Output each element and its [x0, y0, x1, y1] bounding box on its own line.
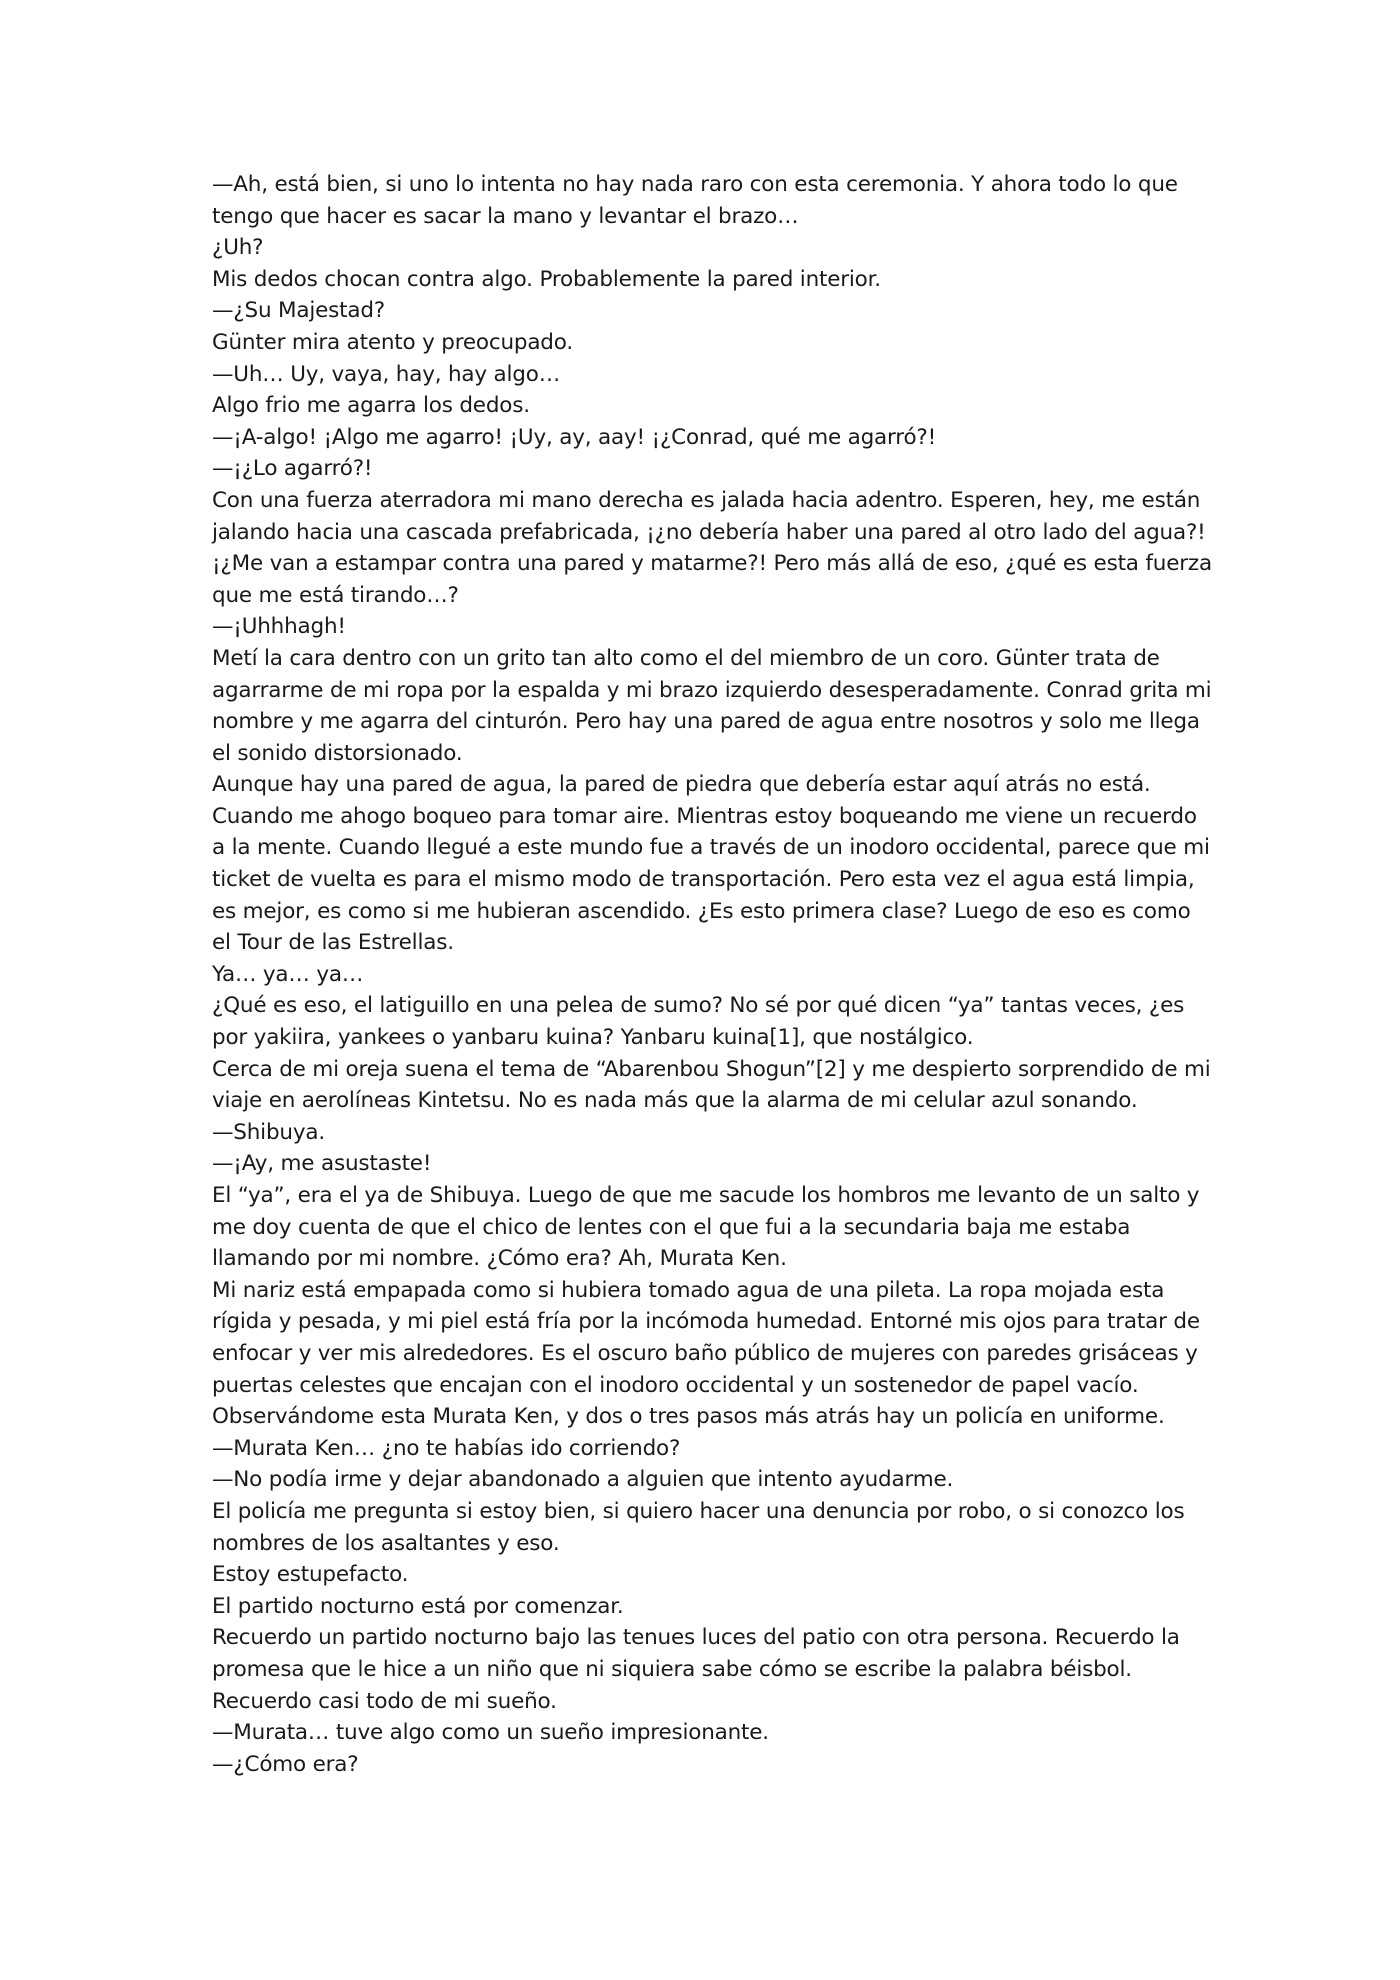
paragraph: Mis dedos chocan contra algo. Probablemente la pared interior.: [212, 266, 881, 292]
paragraph: —¡A-algo! ¡Algo me agarro! ¡Uy, ay, aay! ¡¿Conrad, qué me agarró?!: [212, 424, 937, 450]
paragraph: —No podía irme y dejar abandonado a alguien que intento ayudarme.: [212, 1467, 954, 1493]
paragraph: Algo frio me agarra los dedos.: [212, 393, 530, 419]
paragraph: El policía me pregunta si estoy bien, si quiero hacer una denuncia por robo, o si conozco los nombres de los asaltantes y eso.: [212, 1498, 1185, 1556]
paragraph: —¿Cómo era?: [212, 1751, 359, 1777]
paragraph: —¡Ay, me asustaste!: [212, 1151, 432, 1177]
paragraph: Estoy estupefacto.: [212, 1562, 409, 1588]
paragraph: El “ya”, era el ya de Shibuya. Luego de que me sacude los hombros me levanto de un salto y me doy cuenta de que el chico de lentes con el que fui a la secundaria baja me estaba llamando por mi nombre. ¿Cómo era? Ah, Murata Ken.: [212, 1183, 1200, 1272]
paragraph: —Shibuya.: [212, 1119, 325, 1145]
paragraph: Günter mira atento y preocupado.: [212, 329, 573, 355]
paragraph: —¡¿Lo agarró?!: [212, 456, 373, 482]
paragraph: —Uh… Uy, vaya, hay, hay algo…: [212, 361, 560, 387]
body-text: [212, 169, 1212, 1780]
paragraph: Mi nariz está empapada como si hubiera tomado agua de una pileta. La ropa mojada esta rígida y pesada, y mi piel está fría por la incómoda humedad. Entorné mis ojos para tratar de enfocar y ver mis alrededores. Es el oscuro baño público de mujeres con paredes grisáceas y puertas celestes que encajan con el inodoro occidental y un sostenedor de papel vacío. Observándome esta Murata Ken, y dos o tres pasos más atrás hay un policía en uniforme.: [212, 1277, 1200, 1430]
paragraph: Recuerdo un partido nocturno bajo las tenues luces del patio con otra persona. Recuerdo la promesa que le hice a un niño que ni siquiera sabe cómo se escribe la palabra béisbol. Recuerdo casi todo de mi sueño.: [212, 1625, 1180, 1714]
paragraph: Con una fuerza aterradora mi mano derecha es jalada hacia adentro. Esperen, hey, me están jalando hacia una cascada prefabricada, ¡¿no debería haber una pared al otro lado del agua?! ¡¿Me van a estampar contra una pared y matarme?! Pero más allá de eso, ¿qué es esta fuerza que me está tirando…?: [212, 487, 1212, 608]
paragraph: —Murata Ken… ¿no te habías ido corriendo?: [212, 1435, 681, 1461]
paragraph: ¿Uh?: [212, 235, 264, 261]
paragraph: —Murata… tuve algo como un sueño impresionante.: [212, 1720, 769, 1746]
paragraph: ¿Qué es eso, el latiguillo en una pelea de sumo? No sé por qué dicen “ya” tantas veces, ¿es por yakiira, yankees o yanbaru kuina? Yanbaru kuina[1], que nostálgico.: [212, 993, 1185, 1051]
paragraph: Ya… ya… ya…: [212, 961, 364, 987]
paragraph: Metí la cara dentro con un grito tan alto como el del miembro de un coro. Günter trata de agarrarme de mi ropa por la espalda y mi brazo izquierdo desesperadamente. Conrad grita mi nombre y me agarra del cinturón. Pero hay una pared de agua entre nosotros y solo me llega el sonido distorsionado.: [212, 645, 1212, 766]
paragraph: Cerca de mi oreja suena el tema de “Abarenbou Shogun”[2] y me despierto sorprendido de mi viaje en aerolíneas Kintetsu. No es nada más que la alarma de mi celular azul sonando.: [212, 1056, 1211, 1114]
paragraph: El partido nocturno está por comenzar.: [212, 1593, 624, 1619]
paragraph: Aunque hay una pared de agua, la pared de piedra que debería estar aquí atrás no está. Cuando me ahogo boqueo para tomar aire. Mientras estoy boqueando me viene un recuerdo a la mente. Cuando llegué a este mundo fue a través de un inodoro occidental, parece que mi ticket de vuelta es para el mismo modo de transportación. Pero esta vez el agua está limpia, es mejor, es como si me hubieran ascendido. ¿Es esto primera clase? Luego de eso es como el Tour de las Estrellas.: [212, 772, 1210, 956]
paragraph: —¿Su Majestad?: [212, 298, 386, 324]
paragraph: —Ah, está bien, si uno lo intenta no hay nada raro con esta ceremonia. Y ahora todo lo que tengo que hacer es sacar la mano y levantar el brazo…: [212, 172, 1178, 229]
paragraph: —¡Uhhhagh!: [212, 614, 346, 640]
